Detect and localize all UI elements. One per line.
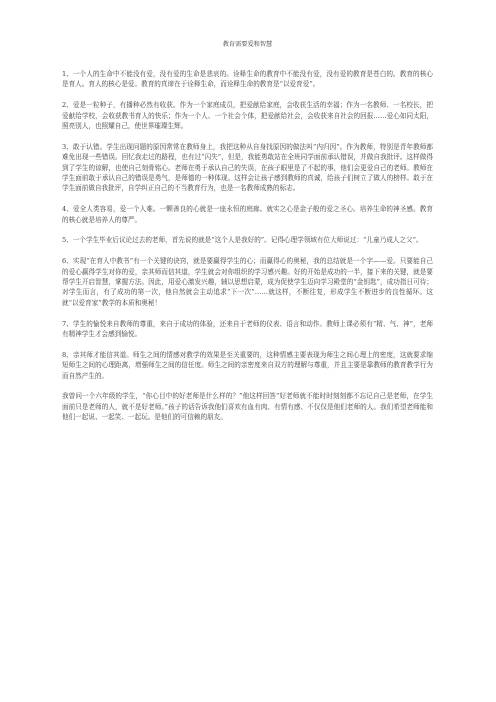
paragraph-6: 6、实现“在育人中教书”有一个关键的诀窍，就是要赢得学生的心；而赢得心的奥秘，我的总结就是一个字——爱。只要能自己的爱心赢得学生对你的爱，亲其师而信其道，学生就会对你组织的学习感兴趣。好的开始是成功的一半，接下来的关键，就是要帮学生开启智慧，掌握方法。因此，用爱心激发兴趣，辅以思想启蒙，成为促使学生迈向学习殿堂的“金钥匙”，成功指日可待；对学生而言，有了成功的第一次，他自然就会主动追求“下一次”……就这样，不断往复，形成学生不断进步的良性循环。这就“以爱育家”教学的本质和奥秘！ [62, 257, 433, 307]
paragraph-7: 7、学生的愉悦来自教师的尊重，来自于成功的体验，还来自于老师的仪表、语言和动作。教师上课必须有“精、气、神”，老师有精神学生才会感到愉悦。 [62, 319, 433, 339]
paragraph-3: 3、敢于认错。学生出现问题的原因常常在教师身上，我把这种从自身找原因的做法叫“内归因”。作为教师，特别是青年教师都难免出现一些错误。回忆我走过的路程，也有过“闪失”，但是，我能勇敢站在全班同学面前承认错误，并做自我批评。这样做得到了学生的谅解，也使自己刻骨铭心。老师在勇于承认自己的失误，在孩子眼里是了不起的事，他们会更爱自己的老师。教师在学生面前敢于承认自己的错误是勇气，是师德的一种体现。这样会让孩子感到教师的真诚，给孩子们树立了做人的榜样。敢于在学生面前做自我批评，自学纠正自己的不当教育行为，也是一名教师成熟的标志。 [62, 142, 433, 193]
document-body [62, 69, 433, 423]
paragraph-9: 我曾问一个六年级的学生，“你心目中的好老师是什么样的？”他这样回答“好老师就不能时时刻刻都不忘记自己是老师，在学生面前只是老师的人，就不是好老师。”孩子的话告诉我他们喜欢有血有肉、有情有感、不仅仅是他们老师的人。我们希望老师能和他们一起说、一起笑、一起玩。是他们的可信赖的朋友。 [62, 392, 433, 422]
paragraph-8: 8、亲其师才能信其道。师生之间的情感对教学的效果是至关重要的，这种情感主要表现为师生之间心理上的密度，这就要求缩短师生之间的心理距离，增强师生之间的信任度。师生之间的亲密度来自双方的理解与尊重，并且主要是靠教师的教育教学行为而自然产生的。 [62, 350, 433, 380]
paragraph-5: 5、一个学生毕业后议论过去的老师，首先说的就是“这个人是我好的”。记得心理学领域有位大师说过：“儿童乃成人之父”。 [62, 236, 423, 245]
paragraph-4: 4、爱全人类容易，爱一个人难。一颗善良的心就是一座永恒的庭廊。就实之心是金子般的爱之圣心。培养生命的神圣感。教育的核心就是培养人的尊严。 [62, 205, 433, 224]
paragraph-2: 2、爱是一粒种子，有播种必然有收获。作为一个家庭成员，把爱献给家庭，会收获生活的幸福；作为一名教师、一名校长，把爱献给学校，会收获教书育人的快乐；作为一个人、一个社会个体，把爱献给社会，会收获来自社会的回报……爱心如同太阳，照亮别人，也照耀自己，使世界璀璨生辉。 [62, 101, 433, 131]
document-title: 教育需要爱和智慧 [222, 41, 273, 48]
paragraph-1: 1、一个人的生命中不能没有爱，没有爱的生命是悲哀的。诠释生命的教育中不能没有爱，没有爱的教育是苍白的。教育的核心是育人。育人的核心是爱。教育的真谛在于诠释生命，而诠释生命的教育是“以爱育爱”。 [62, 70, 433, 89]
